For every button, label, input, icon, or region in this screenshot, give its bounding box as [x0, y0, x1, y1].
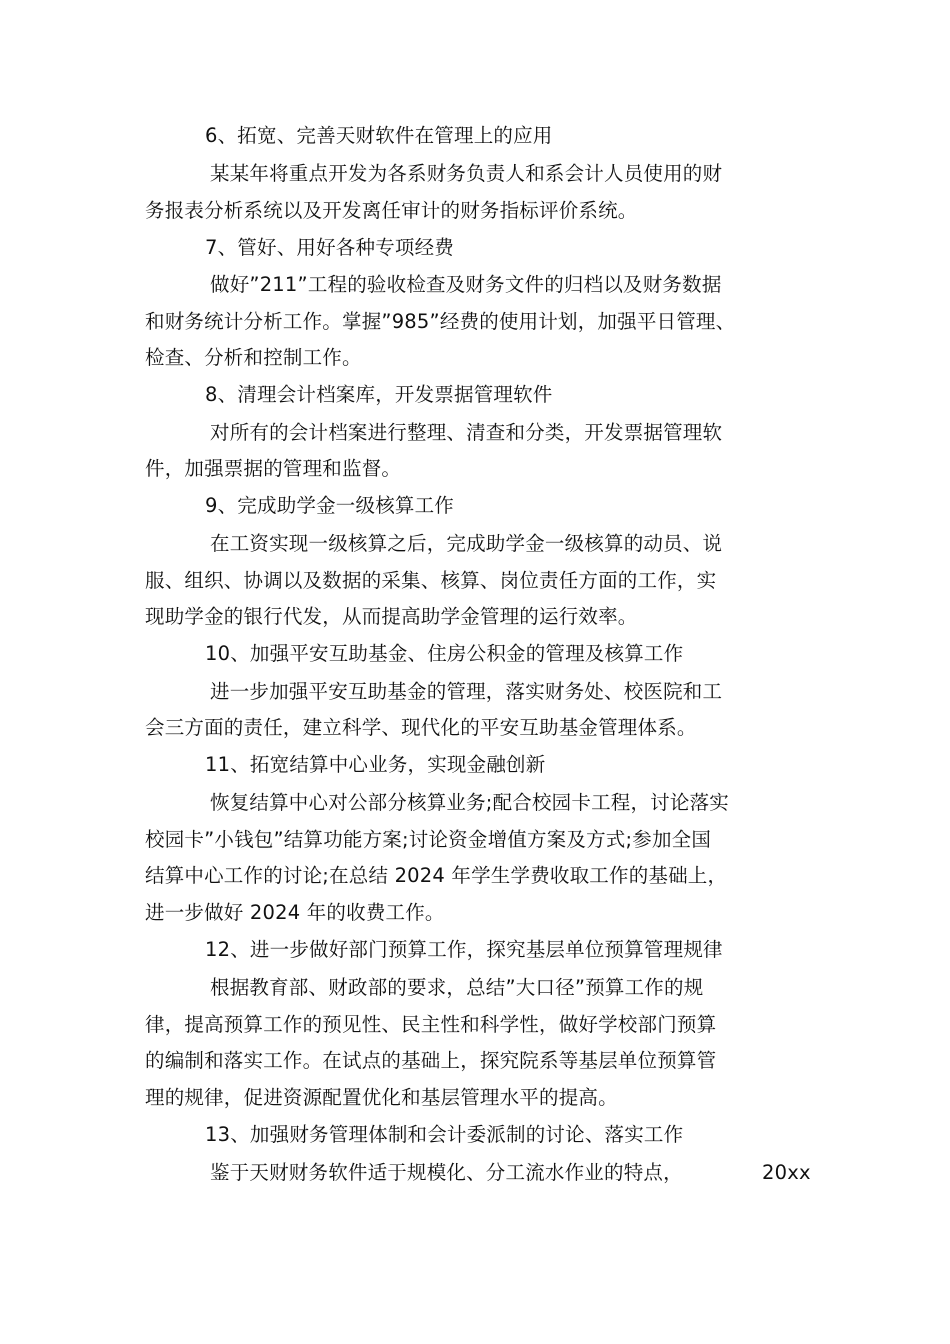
paragraph-line: 务报表分析系统以及开发离任审计的财务指标评价系统。	[145, 199, 638, 222]
section-heading: 11、拓宽结算中心业务，实现金融创新	[205, 753, 546, 776]
section-heading: 13、加强财务管理体制和会计委派制的讨论、落实工作	[205, 1123, 684, 1146]
paragraph-trailing-text: 20xx	[762, 1161, 811, 1184]
paragraph-line: 在工资实现一级核算之后，完成助学金一级核算的动员、说	[210, 532, 723, 555]
paragraph-line: 会三方面的责任，建立科学、现代化的平安互助基金管理体系。	[145, 716, 697, 739]
paragraph-line: 校园卡”小钱包”结算功能方案;讨论资金增值方案及方式;参加全国	[145, 828, 712, 851]
paragraph-line: 件，加强票据的管理和监督。	[145, 457, 402, 480]
paragraph-line: 律，提高预算工作的预见性、民主性和科学性，做好学校部门预算	[145, 1013, 717, 1036]
paragraph-line: 进一步加强平安互助基金的管理，落实财务处、校医院和工	[210, 680, 723, 703]
paragraph-line: 结算中心工作的讨论;在总结 2024 年学生学费收取工作的基础上，	[145, 864, 728, 887]
paragraph-line: 服、组织、协调以及数据的采集、核算、岗位责任方面的工作，实	[145, 569, 717, 592]
paragraph-line: 和财务统计分析工作。掌握”985”经费的使用计划，加强平日管理、	[145, 310, 736, 333]
section-heading: 7、管好、用好各种专项经费	[205, 236, 455, 259]
section-heading: 6、拓宽、完善天财软件在管理上的应用	[205, 124, 553, 147]
paragraph-line: 理的规律，促进资源配置优化和基层管理水平的提高。	[145, 1086, 618, 1109]
paragraph-line: 根据教育部、财政部的要求，总结”大口径”预算工作的规	[210, 976, 704, 999]
paragraph-line: 某某年将重点开发为各系财务负责人和系会计人员使用的财	[210, 162, 723, 185]
paragraph-line: 鉴于天财财务软件适于规模化、分工流水作业的特点，	[210, 1161, 683, 1184]
paragraph-line: 对所有的会计档案进行整理、清查和分类，开发票据管理软	[210, 421, 723, 444]
section-heading: 10、加强平安互助基金、住房公积金的管理及核算工作	[205, 642, 684, 665]
paragraph-line: 恢复结算中心对公部分核算业务;配合校园卡工程，讨论落实	[210, 791, 729, 814]
paragraph-line: 检查、分析和控制工作。	[145, 346, 362, 369]
paragraph-line: 现助学金的银行代发，从而提高助学金管理的运行效率。	[145, 605, 638, 628]
section-heading: 9、完成助学金一级核算工作	[205, 494, 455, 517]
paragraph-line: 的编制和落实工作。在试点的基础上，探究院系等基层单位预算管	[145, 1049, 717, 1072]
paragraph-line: 进一步做好 2024 年的收费工作。	[145, 901, 445, 924]
section-heading: 8、清理会计档案库，开发票据管理软件	[205, 383, 553, 406]
section-heading: 12、进一步做好部门预算工作，探究基层单位预算管理规律	[205, 938, 723, 961]
paragraph-line: 做好”211”工程的验收检查及财务文件的归档以及财务数据	[210, 273, 722, 296]
